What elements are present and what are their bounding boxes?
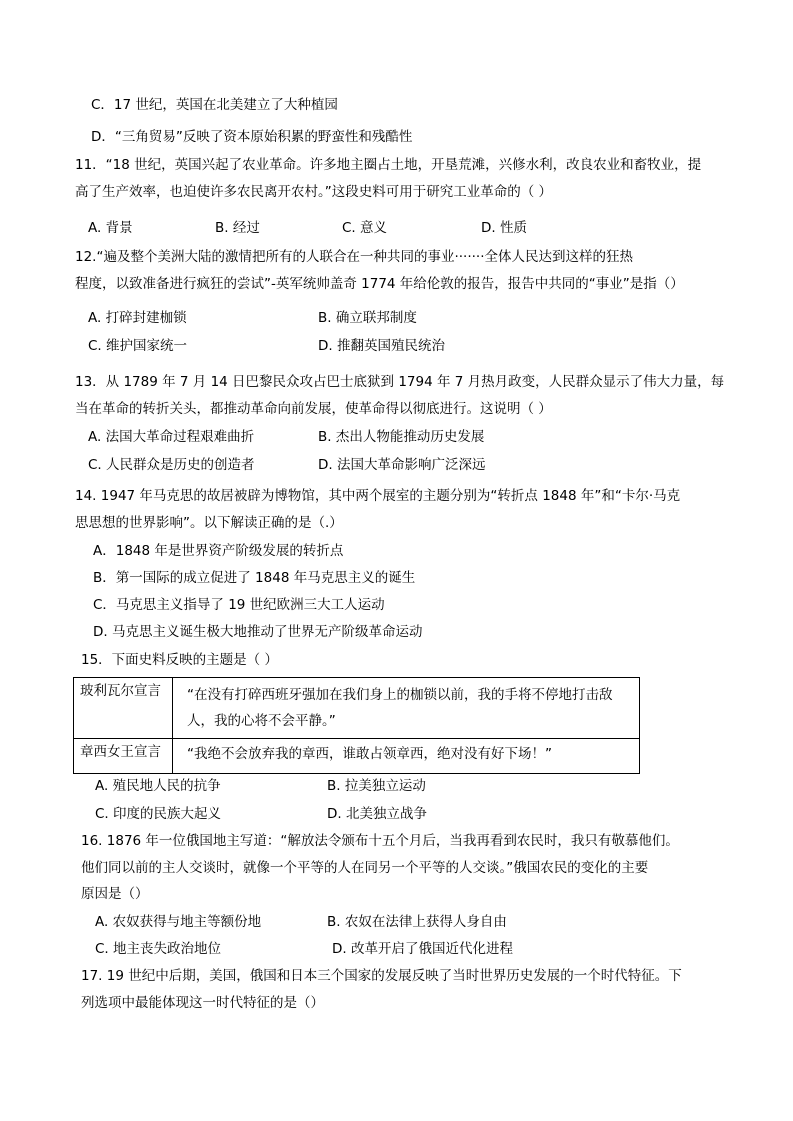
q15-row2-text: “我绝不会放弃我的章西，谁敢占领章西，绝对没有好下场！” — [173, 739, 640, 774]
q11-option-a: A. 背景 — [88, 220, 133, 236]
q14-stem-line1: 14. 1947 年马克思的故居被辟为博物馆，其中两个展室的主题分别为“转折点 1848 年”和“卡尔·马克 — [75, 488, 681, 504]
q16-option-c: C. 地主丧失政治地位 — [95, 941, 222, 957]
q13-option-a: A. 法国大革命过程艰难曲折 — [88, 429, 255, 445]
q16-option-a: A. 农奴获得与地主等额份地 — [95, 914, 262, 930]
q13-stem-line2: 当在革命的转折关头，都推动革命向前发展，使革命得以彻底进行。这说明（ ） — [75, 401, 552, 417]
q15-option-b: B. 拉美独立运动 — [327, 778, 426, 794]
q13-option-d: D. 法国大革命影响广泛深远 — [318, 457, 486, 473]
table-row — [74, 678, 640, 739]
q14-stem-line2: 思思想的世界影响”。以下解读正确的是（.） — [75, 515, 343, 531]
q14-option-b: B．第一国际的成立促进了 1848 年马克思主义的诞生 — [93, 570, 416, 586]
q15-source-table — [73, 677, 640, 774]
q16-option-b: B. 农奴在法律上获得人身自由 — [327, 914, 507, 930]
q13-stem-line1: 13．从 1789 年 7 月 14 日巴黎民众攻占巴士底狱到 1794 年 7 月热月政变，人民群众显示了伟大力量，每 — [75, 374, 725, 390]
q16-option-d: D. 改革开启了俄国近代化进程 — [332, 941, 513, 957]
q17-stem-line2: 列选项中最能体现这一时代特征的是（） — [81, 995, 324, 1011]
q14-option-c: C．马克思主义指导了 19 世纪欧洲三大工人运动 — [93, 597, 385, 613]
q13-option-c: C. 人民群众是历史的创造者 — [88, 457, 255, 473]
q14-option-a: A．1848 年是世界资产阶级发展的转折点 — [93, 543, 344, 559]
q15-row2-label: 章西女王宣言 — [74, 739, 173, 774]
q15-option-a: A. 殖民地人民的抗争 — [95, 778, 221, 794]
q15-option-d: D. 北美独立战争 — [327, 806, 427, 822]
q16-stem-line2: 他们同以前的主人交谈时，就像一个平等的人在同另一个平等的人交谈。”俄国农民的变化的主要 — [81, 860, 649, 876]
q12-stem-line2: 程度，以致准备进行疯狂的尝试”-英军统帅盖奇 1774 年给伦敦的报告，报告中共同的“事业”是指（） — [75, 276, 684, 292]
table-row — [74, 739, 640, 774]
q13-option-b: B. 杰出人物能推动历史发展 — [318, 429, 485, 445]
q10-option-d: D．“三角贸易”反映了资本原始积累的野蛮性和残酷性 — [91, 129, 413, 145]
q17-stem-line1: 17. 19 世纪中后期，美国，俄国和日本三个国家的发展反映了当时世界历史发展的一个时代特征。下 — [81, 968, 682, 984]
q15-row1-label: 玻利瓦尔宣言 — [74, 678, 173, 739]
q10-option-c: C．17 世纪，英国在北美建立了大种植园 — [91, 97, 338, 113]
q12-option-b: B. 确立联邦制度 — [318, 310, 417, 326]
q12-option-c: C. 维护国家统一 — [88, 338, 188, 354]
q14-option-d: D. 马克思主义诞生极大地推动了世界无产阶级革命运动 — [93, 624, 423, 640]
q16-stem-line3: 原因是（） — [81, 886, 149, 902]
q12-option-d: D. 推翻英国殖民统治 — [318, 338, 445, 354]
q15-stem: 15．下面史料反映的主题是（ ） — [81, 652, 278, 668]
q15-option-c: C. 印度的民族大起义 — [95, 806, 222, 822]
q12-option-a: A. 打碎封建枷锁 — [88, 310, 187, 326]
q11-stem-line2: 高了生产效率，也迫使许多农民离开农村。”这段史料可用于研究工业革命的（ ） — [75, 184, 553, 200]
q12-stem-line1: 12.“遍及整个美洲大陆的激情把所有的人联合在一种共同的事业·······全体人民达到这样的狂热 — [75, 249, 634, 265]
q11-option-c: C. 意义 — [342, 220, 388, 236]
q11-option-b: B. 经过 — [215, 220, 260, 236]
q11-stem-line1: 11．“18 世纪，英国兴起了农业革命。许多地主圈占土地，开垦荒滩，兴修水利，改良农业和畜牧业，提 — [75, 157, 702, 173]
q16-stem-line1: 16. 1876 年一位俄国地主写道：“解放法令颁布十五个月后，当我再看到农民时，我只有敬慕他们。 — [81, 833, 679, 849]
q15-row1-text: “在没有打碎西班牙强加在我们身上的枷锁以前，我的手将不停地打击敌人，我的心将不会平静。” — [173, 678, 640, 739]
q11-option-d: D. 性质 — [481, 220, 527, 236]
